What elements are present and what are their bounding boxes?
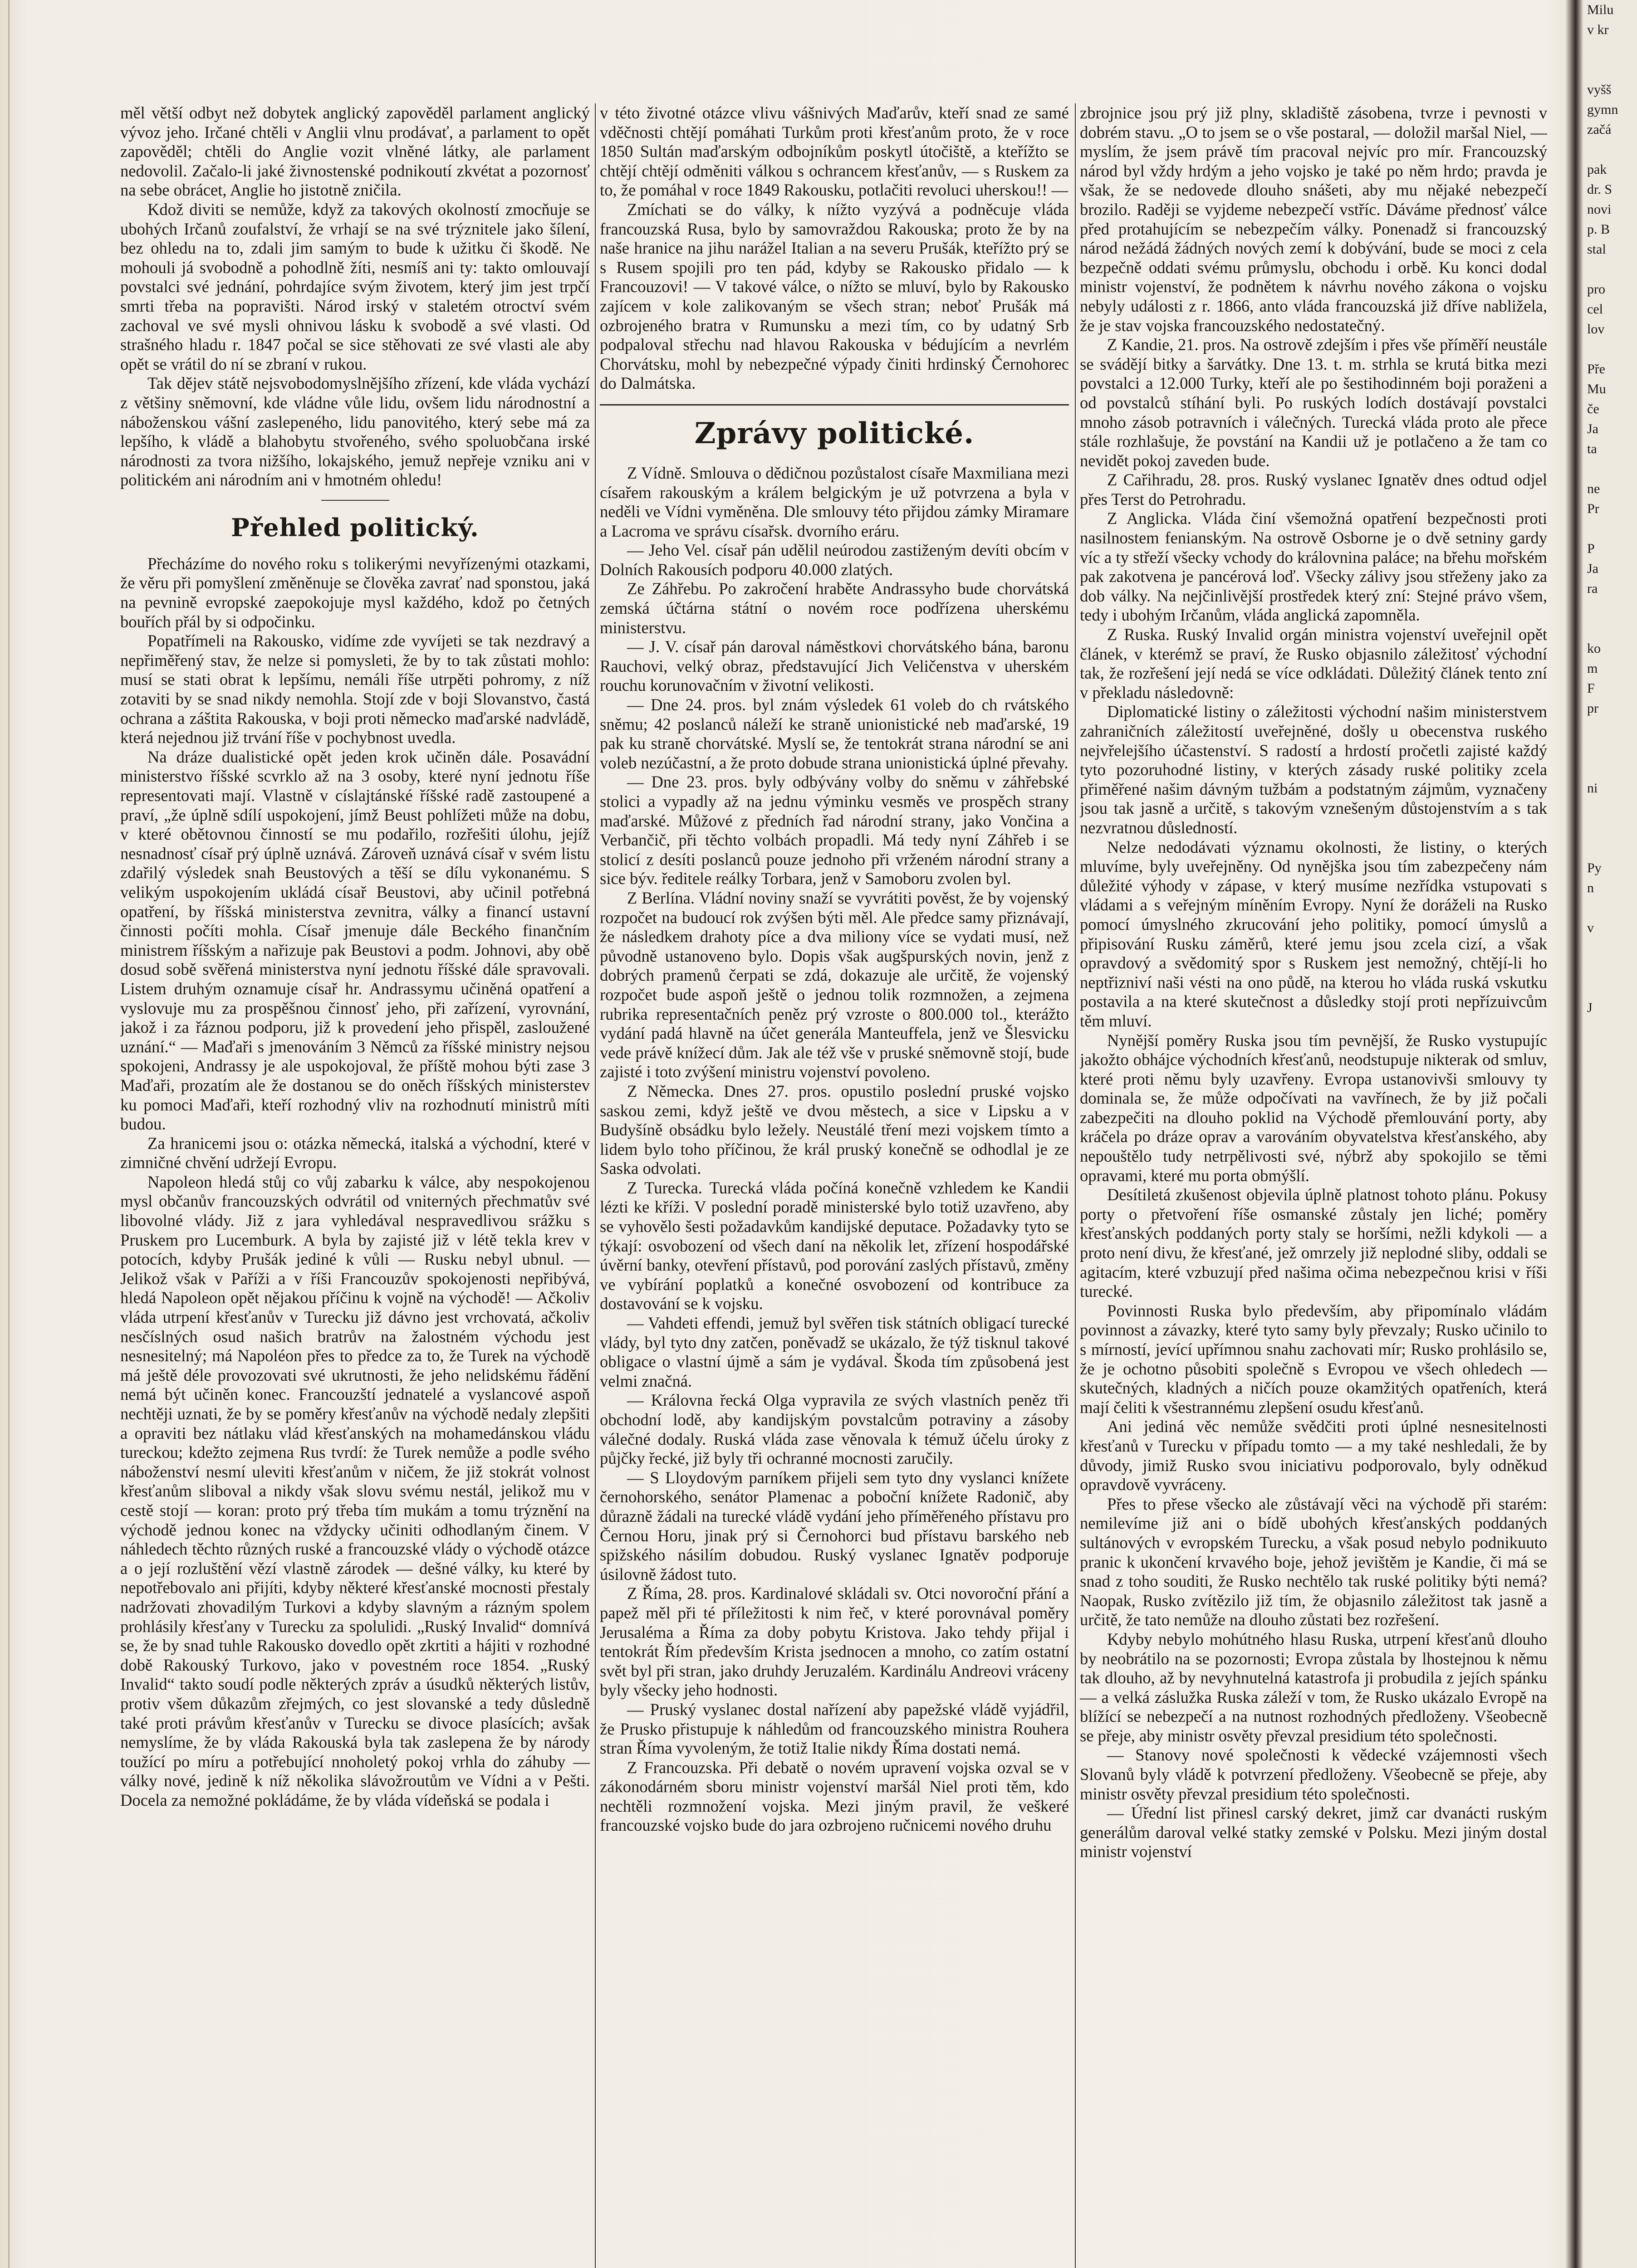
section-heading-prehled: Přehled politický. [231, 513, 479, 542]
adjacent-page-text [1587, 1896, 1637, 1916]
adjacent-page-text [1587, 1876, 1637, 1896]
adjacent-page-text [1587, 40, 1637, 60]
adjacent-page-text [1587, 1018, 1637, 1038]
adjacent-page-text [1587, 1337, 1637, 1357]
adjacent-page-text [1587, 1996, 1637, 2016]
column-1 [120, 103, 590, 2268]
adjacent-page-text [1587, 1597, 1637, 1617]
article-paragraph: Zmíchati se do války, k nížto vyzývá a podněcuje vláda francouzská Rusa, bylo by samovraždou Rakouska; proto že by na naše hranice na jihu narážel Italian a na severu Prušák, kteřížto prý se s Rusem spojili pro ten pád, kdyby se Rakousko přidalo — k Francouzovi! — V takové válce, o nížto se mluví, bylo by Rakousko zajícem v kole zalikovaným se všech stran; neboť Prušák má ozbrojeného bratra v Rumunsku a mezi tím, co by udatný Srb podpaloval střechu nad hlavou Rakouska v bédujícím a nevrlém Chorvátsku, mohl by nebezpečné výpady činiti hrdinský Černohorec do Dalmátska. [600, 200, 1069, 393]
adjacent-page-text [1587, 1836, 1637, 1856]
adjacent-page-text: J [1587, 1000, 1593, 1015]
adjacent-page-text [1587, 958, 1637, 978]
adjacent-page-text [1587, 140, 1637, 160]
news-item: Z Cařihradu, 28. pros. Ruský vyslanec Ignatěv dnes odtud odjel přes Terst do Petrohradu. [1080, 470, 1547, 508]
adjacent-page-text: P [1587, 541, 1595, 556]
adjacent-page-text: pak [1587, 162, 1607, 177]
news-item: — S Lloydovým parníkem přijeli sem tyto dny vyslanci knížete černohorského, senátor Plamenac a poboční knížete Radonič, aby důrazně žádali na turecké vládě vydání jeho příměřeného přístavu pro Černou Horu, jinak prý si Černohorci bud přístavu barského neb spižského násilím dobudou. Ruský vyslanec Ignatěv podporuje úsilovně žádost tuto. [600, 1468, 1069, 1584]
adjacent-page-text [1587, 1637, 1637, 1657]
adjacent-page-text [1587, 1078, 1637, 1098]
adjacent-page-text [1587, 2156, 1637, 2175]
adjacent-page-text [1587, 2235, 1637, 2255]
page-edge [8, 0, 10, 2268]
adjacent-page-text [1587, 1237, 1637, 1257]
adjacent-page-text [1587, 1756, 1637, 1776]
adjacent-page-text [1587, 2096, 1637, 2116]
adjacent-page-text [1587, 1038, 1637, 1058]
adjacent-page-text: ko [1587, 641, 1601, 656]
adjacent-page-text [1587, 60, 1637, 80]
adjacent-page-text [1587, 1297, 1637, 1317]
adjacent-page-text: Py [1587, 860, 1602, 875]
adjacent-page-text [1587, 938, 1637, 958]
adjacent-page-text: ni [1587, 781, 1598, 796]
adjacent-page-text [1587, 1497, 1637, 1517]
news-item: Z Anglicka. Vláda činí všemožná opatření bezpečnosti proti nasilnostem fenianským. Na ostrově Osborne je o dvě setniny gardy víc a ty střeží všecky vchody do královnina paláce; na břehu mořském pak zakotvena je pancérová loď. Všecky zálivy jsou střeženy jako za dob války. Na nejčinlivější prostředek který zní: Stejné právo všem, tedy i ubohým Irčanům, vláda anglická zapomněla. [1080, 509, 1547, 625]
adjacent-page-text [1587, 1816, 1637, 1836]
news-item: Z Berlína. Vládní noviny snaží se vyvrátiti pověst, že by vojenský rozpočet na budoucí rok zvýšen býti měl. Ale předce samy přiznávají, že následkem drahoty píce a dva miliony více se vydati musí, než původně ustanoveno bylo. Dopis však augšpurských novin, jenž z dobrých pramenů čerpati se zdá, dokazuje ale určitě, že vojenský rozpočet bude aspoň ještě o jednou tolik rozmnožen, a zejmena rubrika representačních peněz prý vzroste o 800.000 tol., kterážto vydání padá hlavně na účet generála Manteuffela, jenž ve Šlesvicku vede právě knížecí dům. Jak ale též vše v pruské sněmovně stojí, bude zajisté i toto zvýšení ministru vojenství povoleno. [600, 888, 1069, 1081]
adjacent-page-text [1587, 1357, 1637, 1377]
news-item: Povinnosti Ruska bylo především, aby připomínalo vládám povinnost a závazky, které tyto samy byly převzaly; Rusko učinilo to s mírností, jevící upřímnou snahu zachovati mír; Rusko prohlásilo se, že je ochotno působiti společně s Evropou ve všech ohledech — skutečných, kladných a ničích pouze okamžitých opatřeních, která mají čeliti k všestrannému zlepšení osudu křesťanů. [1080, 1301, 1547, 1417]
news-item: — Vahdeti effendi, jemuž byl svěřen tisk státních obligací turecké vlády, byl tyto dny zatčen, poněvadž se ukázalo, že týž tisknul takové obligace o vlastní újmě a sám je vydával. Škoda tím způsobená jest velmi značná. [600, 1314, 1069, 1390]
adjacent-page-text: gymn [1587, 102, 1618, 117]
news-item: — Dne 24. pros. byl znám výsledek 61 voleb do ch rvátského sněmu; 42 poslanců náleží ke straně unionistické neb maďarské, 19 pak ku straně chorvátské. Myslí se, že tentokrát strana národní se ani voleb nezúčastní, a že proto dobude strana unionistická úplné převahy. [600, 695, 1069, 772]
adjacent-page-text [1587, 1976, 1637, 1996]
news-item: — Jeho Vel. císař pán udělil neúrodou zastiženým devíti obcím v Dolních Rakousích podporu 40.000 zlatých. [600, 541, 1069, 579]
adjacent-page-text [1587, 1198, 1637, 1217]
adjacent-page-text: v [1587, 920, 1594, 935]
adjacent-page-text [1587, 1736, 1637, 1756]
adjacent-page-text [1587, 619, 1637, 639]
adjacent-page-text: cel [1587, 302, 1603, 317]
adjacent-page-text [1587, 1956, 1637, 1976]
adjacent-page-text [1587, 1098, 1637, 1118]
adjacent-page-text: n [1587, 880, 1594, 895]
adjacent-page-text [1587, 1277, 1637, 1297]
adjacent-page-text [1587, 519, 1637, 539]
adjacent-page-text: Mu [1587, 381, 1606, 396]
adjacent-page-text [1587, 1138, 1637, 1158]
adjacent-page-text [1587, 459, 1637, 479]
news-item: Nelze nedodávati významu okolnosti, že listiny, o kterých mluvíme, byly uveřejněny. Od nynějška jsou tím zabezpečeny nám důležité výhody v zápase, v který musíme nezřídka vstupovati s vládami a s veřejným míněním Evropy. Nyní že doráželi na Rusko pomocí úmyslného zkrucování jeho politiky, pomocí úmyslů a připisování Rusku záměrů, které jemu jsou zcela cizí, a však opravdový a svědomitý spor s Ruskem jest nemožný, chtějí-li ho neptřizniví naši vésti na ono půdě, na kterou ho vláda ruská vskutku postavila a na které skutečnost a důsledky stojí proti nepřízuivcům těm mluví. [1080, 837, 1547, 1030]
adjacent-page-text: F [1587, 681, 1595, 696]
news-item: — Stanovy nové společnosti k vědecké vzájemnosti všech Slovanů byly vládě k potvrzení předloženy. Všeobecně se přeje, aby ministr osvěty převzal presidium této společnosti. [1080, 1745, 1547, 1803]
adjacent-page-text [1587, 1217, 1637, 1237]
adjacent-page-text: Milu [1587, 2, 1614, 17]
adjacent-page-text: p. B [1587, 222, 1610, 237]
news-item: Desítiletá zkušenost objevila úplně platnost tohoto plánu. Pokusy porty o přetvoření říše osmanské zůstaly jen liché; poměry křesťanských poddaných porty staly se horšími, nežli kdykoli — a proto není divu, že křesťané, jež omrzely již neplodné sliby, oddali se agitacím, které vzbuzují před našima očima nebezpečnou krisi v říši turecké. [1080, 1185, 1547, 1301]
adjacent-page-text [1587, 1457, 1637, 1477]
adjacent-page-text [1587, 2195, 1637, 2215]
adjacent-page-text: Ja [1587, 421, 1598, 436]
adjacent-page-text [1587, 898, 1637, 918]
adjacent-page-text [1587, 2255, 1637, 2268]
adjacent-page-text [1587, 1677, 1637, 1696]
adjacent-page-text [1587, 2136, 1637, 2156]
article-paragraph: Kdož diviti se nemůže, když za takových okolností zmocňuje se ubohých Irčanů zoufalství, že vrhají se na své trýznitele jako šílení, bez ohledu na to, zdali jim samým to bude k užitku či škodě. Ne mohouli já svobodně a pohodlně žíti, nesmíš ani ty: takto omlouvají povstalci své jednání, pohrdajíce svým životem, který jim jest trpčí smrti třeba na popravišti. Národ irský v staletém otroctví svém zachoval ve své mysli ohnivou lásku k svobodě a své vlasti. Od strašného hladu r. 1847 počal se sice stěhovati ze své vlasti ale aby opět se vrátil do ní se zbraní v rukou. [120, 200, 590, 373]
column-rule [595, 103, 596, 2268]
adjacent-page-text [1587, 1936, 1637, 1956]
adjacent-page-text [1587, 719, 1637, 738]
adjacent-page-text: pr [1587, 701, 1598, 716]
adjacent-page-text: ne [1587, 481, 1600, 496]
adjacent-page-text [1587, 1716, 1637, 1736]
adjacent-page-text [1587, 1617, 1637, 1637]
news-item: Kdyby nebylo mohútného hlasu Ruska, utrpení křesťanů dlouho by neobrátilo na se pozornosti; Evropa zůstala by lhostejnou k němu tak dlouho, až by nevyhnutelná katastrofa ji probudila z jejích spánku — a velká záslužka Ruska záleží v tom, že Rusko ukázalo Evropě na blížící se nebezpečí a na nutnost rozhodných předloženy. Všeobecně se přeje, aby ministr osvěty převzal presidium této společnosti. [1080, 1629, 1547, 1745]
adjacent-page-text: začá [1587, 122, 1612, 137]
adjacent-page-text: stal [1587, 242, 1606, 257]
news-item: — Dne 23. pros. byly odbývány volby do sněmu v záhřebské stolici a vypadly až na jednu výminku vesměs ve prospěch strany maďarské. Můžové z předních řad národní strany, jako Vončina a Verbančič, při těchto volbách propadli. Má tedy nyní Záhřeb i se stolicí z desíti poslanců pouze jednoho při vrženém národní strany a sice býv. ředitele reálky Torbara, jenž v Samoboru zvolen byl. [600, 772, 1069, 888]
adjacent-page-text [1587, 738, 1637, 758]
adjacent-page-text [1587, 1856, 1637, 1876]
article-paragraph: Tak dějev státě nejsvobodomyslnějšího zřízení, kde vláda vychází z většiny sněmovní, kde vládne vůle lidu, ovšem lidu národnostní a náboženskou vášní zaslepeného, lidu panovitého, který sebe má za lepšího, k vládě a blahobytu stvořeného, svého spoluobčana irské národnosti za tvora nižšího, lokajského, jemuž nepřeje vzniku ani v politickém ani národním ani v hmotném ohledu! [120, 374, 590, 489]
adjacent-page-text [1587, 2076, 1637, 2096]
adjacent-page-text [1587, 1517, 1637, 1537]
news-item: Nynější poměry Ruska jsou tím pevnější, že Rusko vystupujíc jakožto obhájce východních křesťanů, neodstupuje nikterak od smluv, které proti němu byly uzavřeny. Evropa ustanovivši smlouvy ty dominala se, že může odpočívati na vavřínech, že by již počali zabezpečiti na dlouho poklid na Východě přemlouvání porty, aby kráčela po dráze oprav a varováním obyvatelstva křesťanského, aby nepouštělo tudy netrpělivosti své, nýbrž aby spokojilo se těmi opravami, které mu porta obmýšlí. [1080, 1031, 1547, 1185]
news-item: Z Vídně. Smlouva o dědičnou pozůstalost císaře Maxmiliana mezi císařem rakouským a králem belgickým je už potvrzena a byla v neděli ve Vídni vyměněna. Dle smlouvy této přijdou zámky Miramare a Lacroma ve správu císařsk. dvorního eráru. [600, 463, 1069, 540]
article-paragraph: Přecházíme do nového roku s tolikerými nevyřízenými otazkami, že věru při pomyšlení změněnuje se člověka zavrať nad sponstou, jaká na pevnině evropské zaepokojuje mysl každého, kdož po četných bouřích přál by si odpočinku. [120, 554, 590, 631]
adjacent-page-text [1587, 1796, 1637, 1816]
adjacent-page-text: ra [1587, 581, 1598, 596]
news-item: Z Turecka. Turecká vláda počíná konečně vzhledem ke Kandii lézti ke kříži. V poslední poradě ministerské bylo totiž uzavřeno, aby se vyhovělo šesti požadavkům kandijské deputace. Požadavky tyto se týkají: osvobození od všech daní na několik let, zřízení hospodářské úvěrní banky, otevření přístavů, pod porování zaslých přístavů, změny ve vybírání poplatků a konečné osvobození od kontribuce za dostavování se k vojsku. [600, 1178, 1069, 1313]
adjacent-page-fragment [1583, 0, 1637, 2268]
adjacent-page-text [1587, 1158, 1637, 1178]
adjacent-page-text: ta [1587, 441, 1597, 456]
adjacent-page-text [1587, 1058, 1637, 1078]
adjacent-page-text [1587, 1397, 1637, 1417]
page-fold [1565, 0, 1583, 2268]
adjacent-page-text [1587, 259, 1637, 279]
adjacent-page-text: Ja [1587, 561, 1598, 576]
adjacent-page-text [1587, 1257, 1637, 1277]
adjacent-page-text [1587, 339, 1637, 359]
adjacent-page-text [1587, 1477, 1637, 1497]
column-3 [1080, 103, 1547, 2268]
adjacent-page-text: Pře [1587, 362, 1605, 376]
adjacent-page-text [1587, 1377, 1637, 1397]
adjacent-page-text: če [1587, 401, 1599, 416]
news-item: Z Kandie, 21. pros. Na ostrově zdejším i přes vše příměří neustále se svádějí bitky a šarvátky. Dne 13. t. m. strhla se krutá bitka mezi povstalci a 12.000 Turky, kteří ale po šestihodinném boji poraženi a od povstalců stíhání byli. Po ruských lodích dostávají povstalci mnoho zásob potravních i válečných. Turecká vláda proto ale přece stále rozhlašuje, že povstání na Kandii už je potlačeno a že tam co nevidět pokoj zaveden bude. [1080, 335, 1547, 470]
adjacent-page-text: dr. S [1587, 182, 1612, 197]
adjacent-page-text: m [1587, 661, 1598, 676]
adjacent-page-text: Pr [1587, 501, 1599, 516]
adjacent-page-text [1587, 599, 1637, 619]
adjacent-page-text [1587, 2116, 1637, 2136]
adjacent-page-text [1587, 1577, 1637, 1597]
adjacent-page-text [1587, 1118, 1637, 1138]
article-paragraph: Napoleon hledá stůj co vůj zabarku k válce, aby nespokojenou mysl občanův francouzských odvrátil od vniterných přechmatův své libovolné vlády. Již z jara vyhledával nespravedlivou srážku s Pruskem pro Lucemburk. A byla by zajisté již v létě tekla krev v potocích, kdyby Prušák jediné k vůli — Rusku nebyl ubnul. — Jelikož však v Paříži a v říši Francouzův spokojenosti nepřibývá, hledá Napoleon opět nějakou příčinu k vojně na východě! — Ačkoliv vláda utrpení křesťanův v Turecku již dávno jest vrchovatá, ačkoliv nesčíslných osud našich bratrův na žalostném východu jest nesnesitelný; má Napoléon přes to předce za to, že Turek na východě má ještě déle provozovati své ukrutnosti, že jeho nelidskému řádění nemá být učiněn konec. Francouzští jednatelé a vyslancové aspoň nechtěji uznati, že by se poměry křesťanův na východě nedaly zlepšiti a opraviti bez nátlaku vlád křesťanských na mohamedánskou vládu tureckou; kdežto zejmena Rus tvrdí: že Turek nemůže a podle svého náboženství nesmí uleviti křesťanům v ničem, že již stokrát volnost křesťanům sliboval a nikdy však slovu svému nestál, jelikož mu v cestě stojí — koran: proto prý třeba tím mukám a tomu trýznění na východě jednou konec na vždycky učiniti odhodlaným činem. V náhledech těchto různých ruské a francouzské vlády o východě otázce a o její rozluštění vězí vlastně zárodek — dešné války, ku které by nepotřebovalo ani přijíti, kdyby některé křesťanské mocnosti přestaly nadržovati zhovadilým Turkovi a kdyby slavným a rázným spolem prohlásily křesťany v Turecku za spolulidi. „Ruský Invalid“ domnívá se, že by snad tuhle Rakousko dovedlo opět zkrtiti a hájiti v rozhodné době Rakouský Turkovo, jako v povestném roce 1854. „Ruský Invalid“ takto soudí podle některých zpráv a úsudků některých listův, protiv všem důkazům zřejmých, co jest slovanské a tedy důsledně také proti právům křesťanův v Turecku se divoce plasících; avšak nemyslíme, že by vláda Rakouská byla tak zaslepena že by národy toužící po míru a potřebující nnoholetý pokoj vrhla do záhuby — války nové, jedině k níž několika slávožroutům ve Vídni a v Pešti. Docela za nemožné pokládáme, že by vláda vídeňská se podala i [120, 1172, 590, 1809]
adjacent-page-text: pro [1587, 282, 1605, 297]
news-item: Ani jediná věc nemůže svědčiti proti úplné nesnesitelnosti křesťanů v Turecku v případu tomto — a my také neshledali, že by důvody, jimiž Rusko svou iniciativu podporovalo, byly odněkud opravdově vyvráceny. [1080, 1417, 1547, 1494]
article-paragraph: měl větší odbyt než dobytek anglický zapověděl parlament anglický vývoz jeho. Irčané chtěli v Anglii vlnu prodávať, a parlament to opět zapověděl; chtěli do Anglie vozit vlněné látky, ale parlament nedovolil. Začalo-li jaké živnostenské podnikoutí zkvétat a pozornosť na sebe obrácet, Anglie ho jistotně zničila. [120, 103, 590, 200]
article-paragraph: Na dráze dualistické opět jeden krok učiněn dále. Posavádní ministerstvo říšské scvrklo až na 3 osoby, které nyní jednotu říše representovati mají. Vlastně v císlajtánské říšské radě zastoupené a praví, „že úplně sdílí uspokojení, jímž Beust pohlížeti může na dobu, v které obětovnou činností se mu podařilo, rozřešiti úlohu, jejíž nesnadnosť císař prý úplně uznává. Zároveň uznává císař v svém listu zdařilý výsledek snah Beustových a těší se dílu vykonanému. S velikým uspokojením ukládá císař Beustovi, aby učinil potřebná opatření, by říšská ministerstva zevnitra, války a financí ustavní činnosti počíti mohla. Císař jmenuje dále Beckého finančním ministrem říšským a nařizuje pak Beustovi a podm. Johnovi, aby obě dosud sobě svěřená ministerstva nyní jednotu říšské dále spravovali. Listem druhým oznamuje císař hr. Andrassymu učiněná opatření a vyslovuje mu za prospěšnou činnosť jeho, při zařízení, vyrovnání, jakož i za řáznou podporu, již k provedení jeho přispěl, zasloužené uznání.“ — Maďaři s jmenováním 3 Němců za říšské ministry nejsou spokojeni, Andrassy je ale uspokojoval, že příště mohou býti zase 3 Maďaři, prozatím ale že dostanou se do oněch říšských ministerstev ku pomoci Maďaři, kteří rozhodný vliv na rozhodnutí ministrů míti budou. [120, 747, 590, 1134]
adjacent-page-text [1587, 978, 1637, 998]
news-item: Ze Záhřebu. Po zakročení hraběte Andrassyho bude chorvátská zemská účtárna státní o novém roce podřízena uherskému ministerstvu. [600, 579, 1069, 637]
article-paragraph: Za hranicemi jsou o: otázka německá, italská a východní, které v zimničné chvění udržejí Evropu. [120, 1134, 590, 1172]
article-paragraph: v této životné otázce vlivu vášnivých Maďarův, kteří snad ze samé vděčnosti chtějí pomáhati Turkům proti křesťanům proto, že v roce 1850 Sultán maďarským odbojníkům poskytl útočiště, a kteřížto se chtějí chtějí odměniti válkou s ochrancem křesťanův, — s Ruskem za to, že pomáhal v roce 1849 Rakousku, potlačiti revoluci uherskou!! — [600, 103, 1069, 200]
news-item: zbrojnice jsou prý již plny, skladiště zásobena, tvrze i pevnosti v dobrém stavu. „O to jsem se o vše postaral, — doložil maršal Niel, — myslím, že jsem právě tím pracoval nejvíc pro mír. Francouzský národ byl vždy hrdým a jeho vojsko je také po něm hrdo; pravda je však, že se nedovede dlouho snášeti, aby mu nějaké nebezpečí brozilo. Raději se vyjdeme nebezpečí vstříc. Dáváme přednosť válce před protahujícím se nebezpečím války. Ponenadž si francouzský národ nežádá žádných nových zemí k dobývání, bude se moci z cela bezpečně oddati svému průmyslu, obchodu i orbě. Ku konci dodal ministr vojenství, že podnětem k návrhu nového zákona o vojsku nebyly události z r. 1866, anto vláda francouzská již dříve nabližela, že je stav vojska francouzského nedostatečný. [1080, 103, 1547, 335]
news-item: Přes to přese všecko ale zůstávají věci na východě při starém: nemilevíme již ani o bídě ubohých křesťanských poddaných sultánových v evropském Turecku, a však posud nebylo podnikuuto pranic k ukončení krvavého boje, jehož jevištěm je Kandie, či má se snad z toho souditi, že Rusko nechtělo tak ruské politiky býti nemá? Naopak, Rusko zvítězilo již tím, že objasnilo záležitost tak jasně a určitě, že tato nemůže na dlouho zůstati bez rozřešení. [1080, 1494, 1547, 1629]
section-heading-zpravy: Zprávy politické. [600, 404, 1069, 453]
adjacent-page-text [1587, 1317, 1637, 1337]
news-item: Z Ruska. Ruský Invalid orgán ministra vojenství uveřejnil opět článek, v kterémž se praví, že Rusko objasnilo záležitosť východní tak, že rozřešení její nedá se více odkládati. Důležitý článek tento zní v překladu následovně: [1080, 625, 1547, 702]
adjacent-page-text [1587, 1437, 1637, 1457]
adjacent-page-text: novi [1587, 202, 1612, 217]
adjacent-page-text [1587, 818, 1637, 838]
adjacent-page-text [1587, 2215, 1637, 2235]
adjacent-page-text [1587, 1537, 1637, 1557]
adjacent-page-text [1587, 2016, 1637, 2036]
adjacent-page-text [1587, 1657, 1637, 1677]
news-item: Z Francouzska. Při debatě o novém upravení vojska ozval se v zákonodárném sboru ministr vojenství maršál Niel proti těm, kdo nechtěli rozmnožení vojska. Mezi jiným pravil, že veškeré francouzské vojsko bude do jara ozbrojeno ručnicemi nového druhu [600, 1758, 1069, 1835]
adjacent-page-text: vyšš [1587, 82, 1612, 97]
adjacent-page-text [1587, 758, 1637, 778]
news-item: — Královna řecká Olga vypravila ze svých vlastních peněz tři obchodní lodě, aby kandijským povstalcům potraviny a zásoby válečné dodaly. Ruská vláda zase věnovala k témuž účelu úroky z půjčky řecké, již byly tři ochranné mocnosti zaručily. [600, 1391, 1069, 1468]
adjacent-page-text [1587, 1696, 1637, 1716]
adjacent-page-text: v kr [1587, 22, 1609, 37]
adjacent-page-text [1587, 1916, 1637, 1936]
separator [321, 500, 389, 501]
adjacent-page-text [1587, 798, 1637, 818]
adjacent-page-text: lov [1587, 322, 1605, 337]
adjacent-page-text [1587, 838, 1637, 858]
column-rule [1075, 103, 1076, 2268]
news-item: — Úřední list přinesl carský dekret, jimž car dvanácti ruským generálům daroval velké statky zemské v Polsku. Mezi jiným dostal ministr vojenství [1080, 1804, 1547, 1861]
adjacent-page-text [1587, 1557, 1637, 1577]
column-2 [600, 103, 1069, 2268]
news-item: Diplomatické listiny o záležitosti východní našim ministerstvem zahraničních záležitostí uveřejněné, došly u obecenstva ruského nejvřelejšího účastenství. S radostí a hrdostí pročetli zajisté každý tyto pozoruhodné listiny, v kterých zásady ruské politiky zcela přiměřené našim dávným tužbám a podstatným zájmům, vyznačeny jsou tak jasně a určitě, s takovým vznešeným důstojenstvím a s tak nezvratnou důsledností. [1080, 702, 1547, 837]
adjacent-page-text [1587, 1776, 1637, 1796]
news-item: Z Říma, 28. pros. Kardinalové skládali sv. Otci novoroční přání a papež měl při té příležitosti k nim řeč, v které porovnával poměry Jerusaléma a Říma za doby pobytu Kristova. Jako tehdy přijal i tentokrát Řím především Krista jsednocen a mnoho, co zatím ostatní svět byl při stran, jako druhdy Jeruzalém. Kardinálu Andreovi vráceny byly všecky jeho hodnosti. [600, 1584, 1069, 1700]
adjacent-page-text [1587, 2175, 1637, 2195]
adjacent-page-text [1587, 2036, 1637, 2056]
news-item: Z Německa. Dnes 27. pros. opustilo poslední pruské vojsko saskou zemi, když ještě ve dvou městech, a sice v Lipsku a v Budyšíně obsádku bylo ležely. Neustálé tření mezi vojskem tímto a lidem bylo toho příčinou, že král pruský konečně se odhodlal je ze Saska odvolati. [600, 1081, 1069, 1178]
news-item: — Pruský vyslanec dostal nařízení aby papežské vládě vyjádřil, že Prusko přistupuje k náhledům od francouzského ministra Rouhera stran Říma vyvoleným, že totiž Italie nikdy Říma dostati nemá. [600, 1700, 1069, 1758]
adjacent-page-text [1587, 2056, 1637, 2076]
adjacent-page-text [1587, 1178, 1637, 1198]
adjacent-page-text [1587, 1417, 1637, 1437]
article-paragraph: Popatřímeli na Rakousko, vidíme zde vyvíjeti se tak nezdravý a nepřiměřený stav, že nelze si pomysleti, že by to tak zůstati mohlo: musí se stati obrat k lepšímu, nemáli říše utrpěti pohromy, z níž zotaviti by se snad nikdy nemohla. Stojí zde v boji Slovanstvo, častá ochrana a záštita Rakouska, v boji proti německo maďarské nadvládě, která nejednou již trvání říše v pochybnost uvedla. [120, 631, 590, 747]
news-item: — J. V. císař pán daroval náměstkovi chorvátského bána, baronu Rauchovi, velký obraz, představující Jich Veličenstva v uherském rouchu korunovačním v životní velikosti. [600, 637, 1069, 695]
